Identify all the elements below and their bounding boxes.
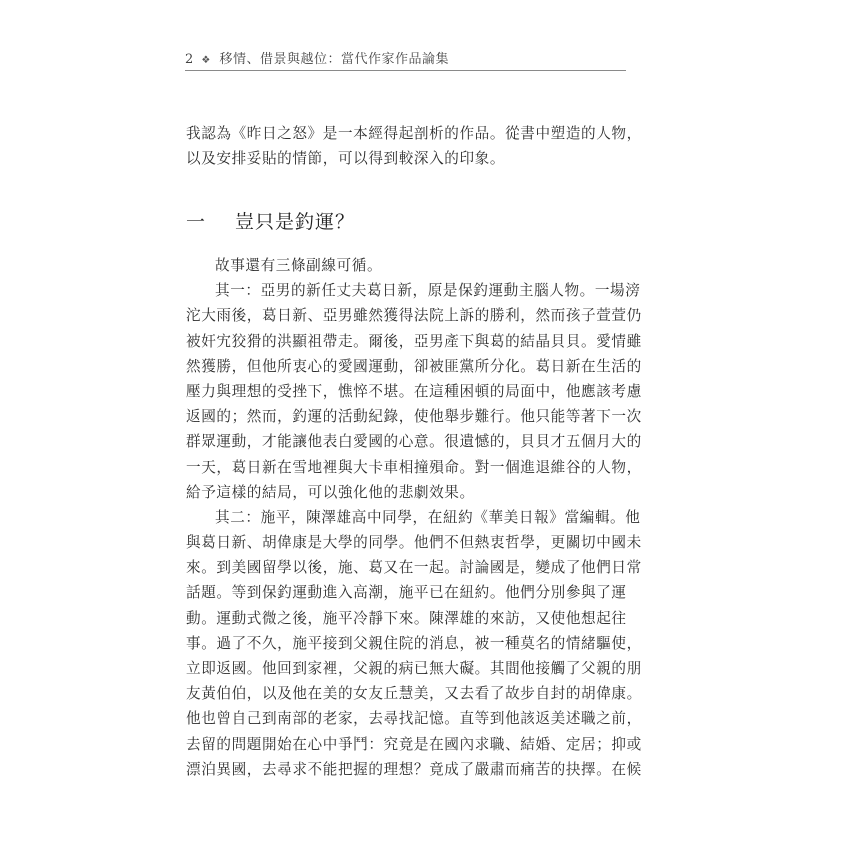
section-heading [186,210,355,234]
text-line: 壓力與理想的受挫下，憔悴不堪。在這種困頓的局面中，他應該考慮 [186,382,642,400]
text-line: 話題。等到保釣運動進入高潮，施平已在紐約。他們分別參與了運 [186,584,627,602]
book-title: 移情、借景與越位：當代作家作品論集 [219,52,450,67]
diamond-ornament-icon: ❖ [201,55,211,66]
text-line: 去留的問題開始在心中爭鬥：究竟是在國內求職、結婚、定居；抑或 [186,735,642,753]
text-line: 以及安排妥貼的情節，可以得到較深入的印象。 [186,150,506,168]
running-header [185,51,626,71]
section-number: 一 [186,211,207,233]
text-line: 其一：亞男的新任丈夫葛日新，原是保釣運動主腦人物。一場滂 [215,282,641,300]
text-line: 群眾運動，才能讓他表白愛國的心意。很遺憾的，貝貝才五個月大的 [186,433,642,451]
text-line: 其二：施平，陳澤雄高中同學，在紐約《華美日報》當編輯。他 [215,508,641,526]
intro-paragraph [186,121,642,171]
text-line: 沱大雨後，葛日新、亞男雖然獲得法院上訴的勝利，然而孩子萱萱仍 [186,307,642,325]
text-line: 漂泊異國，去尋求不能把握的理想？竟成了嚴肅而痛苦的抉擇。在候 [186,760,642,778]
text-line: 立即返國。他回到家裡，父親的病已無大礙。其間他接觸了父親的朋 [186,660,642,677]
section-title: 豈只是釣運？ [235,211,356,233]
text-line: 友黃伯伯，以及他在美的女友丘慧美，又去看了故步自封的胡偉康。 [186,685,642,703]
text-line: 被奸宄狡猾的洪顯祖帶走。爾後，亞男產下與葛的結晶貝貝。愛情雖 [186,332,642,350]
page-number: 2 [185,52,194,67]
body-text [186,253,642,782]
text-line: 一天，葛日新在雪地裡與大卡車相撞殞命。對一個進退維谷的人物， [186,458,642,476]
text-line: 返國的；然而，釣運的活動紀錄，使他舉步難行。他只能等著下一次 [186,408,642,426]
text-line: 動。運動式微之後，施平冷靜下來。陳澤雄的來訪，又使他想起往 [186,609,627,627]
text-line: 他也曾自己到南部的老家，去尋找記憶。直等到他該返美述職之前， [186,710,642,728]
text-line: 故事還有三條副線可循。 [215,257,383,274]
text-line: 與葛日新、胡偉康是大學的同學。他們不但熱衷哲學，更關切中國未 [186,534,642,552]
text-line: 我認為《昨日之怒》是一本經得起剖析的作品。從書中塑造的人物， [186,125,642,142]
text-line: 來。到美國留學以後，施、葛又在一起。討論國是，變成了他們日常 [186,559,642,577]
text-line: 然獲勝，但他所衷心的愛國運動，卻被匪黨所分化。葛日新在生活的 [186,357,642,375]
text-line: 給予這樣的結局，可以強化他的悲劇效果。 [186,483,475,501]
text-line: 事。過了不久，施平接到父親住院的消息，被一種莫名的情緒驅使， [186,634,642,652]
